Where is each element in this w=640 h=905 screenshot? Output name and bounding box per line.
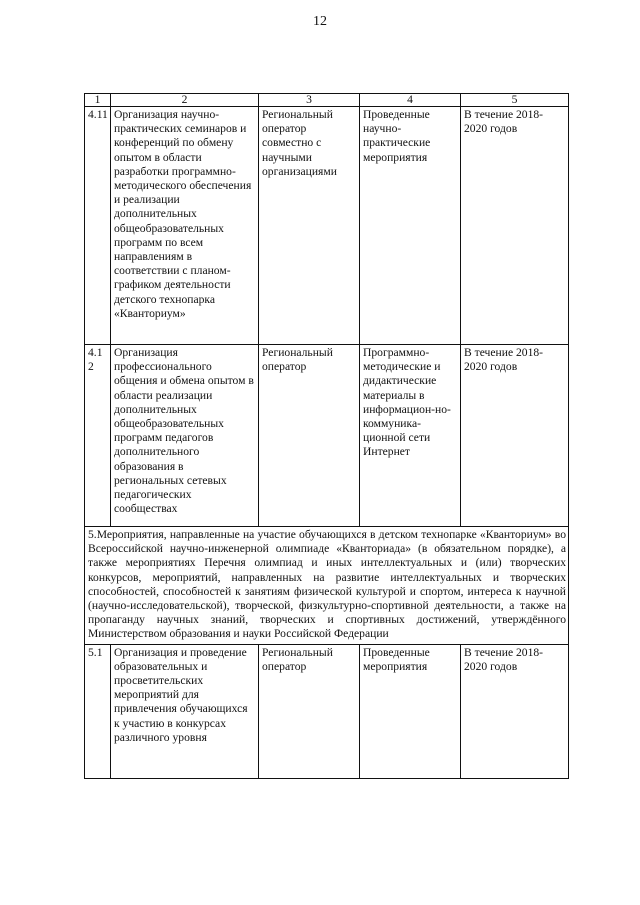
header-cell-3: 3	[259, 94, 360, 107]
page-number: 12	[313, 14, 327, 29]
activity-cell: Организация научно-практических семинаров и конференций по обмену опытом в области разработки программно-методического обеспечения и реализации дополнительных общеобразовательных программ по всем направлениям в соответствии с планом-графиком деятельности детского технопарка «Кванториум»	[111, 107, 259, 345]
table-row	[85, 644, 569, 778]
result-cell: Программно-методические и дидактические материалы в информацион-но-коммуника-ционной сети Интернет	[360, 345, 461, 527]
table-header-row	[85, 94, 569, 107]
activity-cell: Организация профессионального общения и обмена опытом в области реализации дополнительных общеобразовательных программ педагогов дополнительного образования в региональных сетевых педагогических сообществах	[111, 345, 259, 527]
header-cell-5: 5	[461, 94, 569, 107]
deadline-cell: В течение 2018-2020 годов	[461, 107, 569, 345]
responsible-cell: Региональный оператор совместно с научными организациями	[259, 107, 360, 345]
row-number: 4.11	[85, 107, 111, 345]
activity-cell: Организация и проведение образовательных и просветительских мероприятий для привлечения обучающихся к участию в конкурсах различного уровня	[111, 644, 259, 778]
result-cell: Проведенные мероприятия	[360, 644, 461, 778]
activity-table	[84, 93, 569, 779]
deadline-cell: В течение 2018-2020 годов	[461, 644, 569, 778]
row-number: 4.12	[85, 345, 111, 527]
header-cell-4: 4	[360, 94, 461, 107]
result-cell: Проведенные научно-практические мероприятия	[360, 107, 461, 345]
row-number: 5.1	[85, 644, 111, 778]
responsible-cell: Региональный оператор	[259, 644, 360, 778]
deadline-cell: В течение 2018-2020 годов	[461, 345, 569, 527]
responsible-cell: Региональный оператор	[259, 345, 360, 527]
header-cell-2: 2	[111, 94, 259, 107]
table-row	[85, 107, 569, 345]
header-cell-1: 1	[85, 94, 111, 107]
section-5-heading: 5.Мероприятия, направленные на участие обучающихся в детском технопарке «Кванториум» во Всероссийской научно-инженерной олимпиаде «Кванториада» (в обязательном порядке), а также мероприятиях Перечня олимпиад и иных интеллектуальных и (или) творческих конкурсов, мероприятий, направленных на развитие интеллектуальных и творческих способностей, способностей к занятиям физической культурой и спортом, интереса к научной (научно-исследовательской), творческой, физкультурно-спортивной деятельности, а также на пропаганду научных знаний, творческих и спортивных достижений, утверждённого Министерством образования и науки Российской Федерации	[85, 527, 569, 645]
table-row	[85, 345, 569, 527]
section-row	[85, 527, 569, 645]
